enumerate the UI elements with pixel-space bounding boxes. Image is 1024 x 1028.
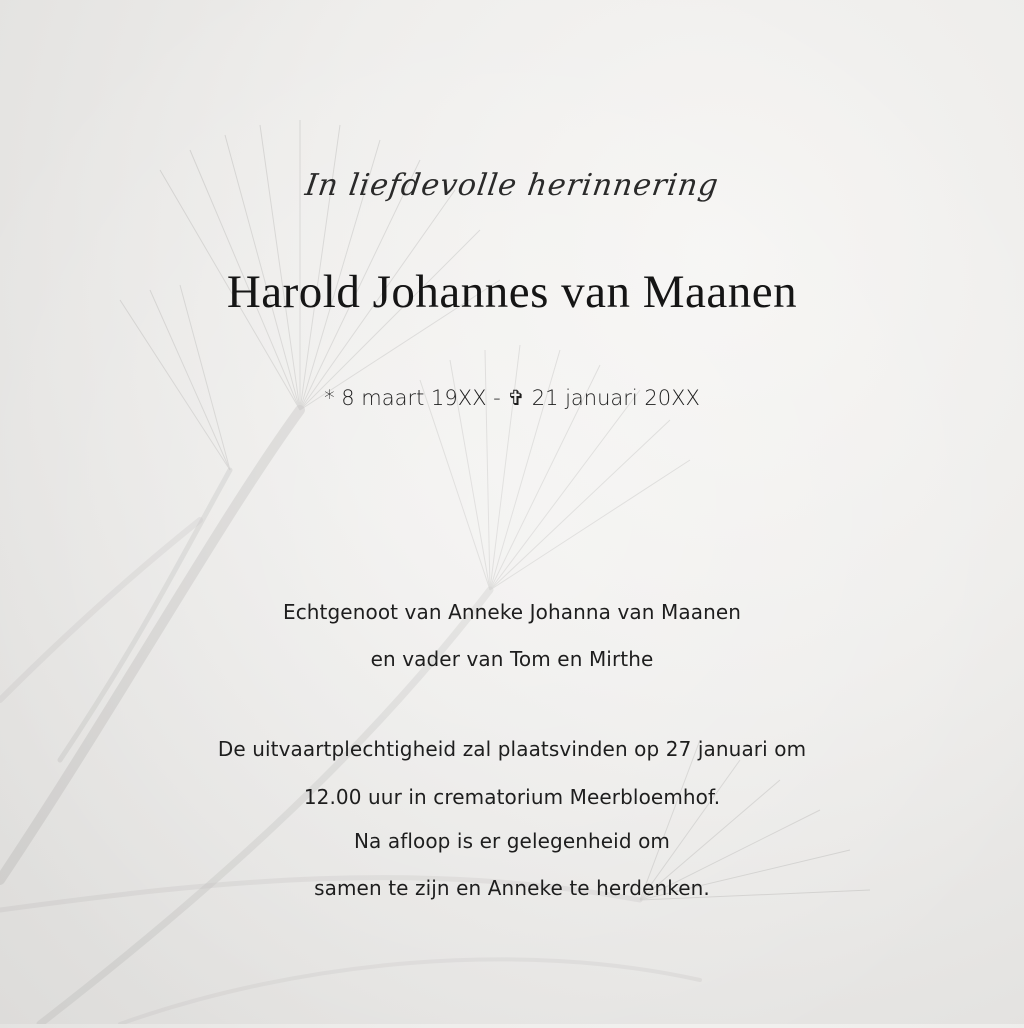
family-line: Echtgenoot van Anneke Johanna van Maanen xyxy=(282,600,742,624)
family-line: en vader van Tom en Mirthe xyxy=(370,647,654,671)
card-heading-script: In liefdevolle herinnering xyxy=(302,168,721,203)
service-line: Na afloop is er gelegenheid om xyxy=(353,829,671,853)
deceased-name: Harold Johannes van Maanen xyxy=(226,266,798,318)
service-line: De uitvaartplechtigheid zal plaatsvinden op 27 januari om xyxy=(217,737,807,761)
service-line: samen te zijn en Anneke te herdenken. xyxy=(314,876,710,900)
service-line: 12.00 uur in crematorium Meerbloemhof. xyxy=(303,785,721,809)
life-dates: * 8 maart 19XX - ✞ 21 januari 20XX xyxy=(324,386,700,410)
